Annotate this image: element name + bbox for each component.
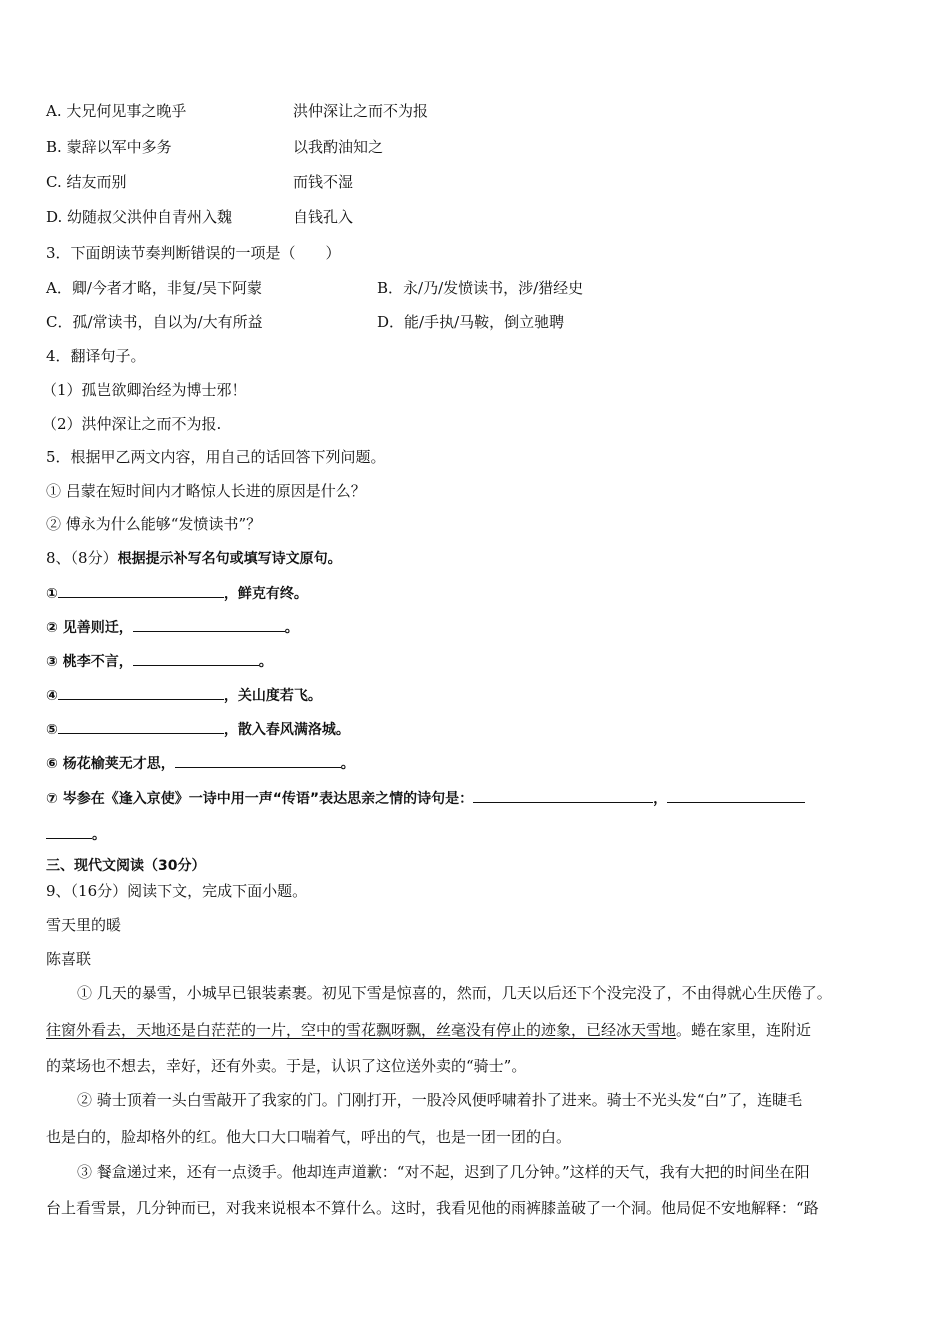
q5-sub-2: ② 傅永为什么能够“发愤读书”？ — [46, 515, 262, 533]
answer-blank[interactable] — [473, 786, 653, 803]
item-prefix: ⑦ 岑参在《逢入京使》一诗中用一声“传语”表达思亲之情的诗句是： — [46, 791, 474, 807]
q8-item-7-continued — [46, 822, 106, 846]
q2-option-a — [46, 100, 186, 122]
q2-option-a-right: 洪仲深让之而不为报 — [293, 102, 429, 120]
item-prefix: ① — [46, 586, 58, 602]
q5-stem: 5．根据甲乙两文内容，用自己的话回答下列问题。 — [46, 448, 386, 466]
item-suffix: ，关山度若飞。 — [223, 688, 322, 704]
passage-paragraph-2-line-1: ② 骑士顶着一头白雪敲开了我家的门。门刚打开，一股冷风便呼啸着扑了进来。骑士不光头发“白”了，连睫毛 — [77, 1091, 803, 1109]
item-prefix: ⑥ 杨花榆荚无才思， — [46, 756, 175, 772]
q3-stem: 3．下面朗读节奏判断错误的一项是（ ） — [46, 244, 341, 262]
q8-item-1 — [46, 581, 308, 605]
item-suffix: 。 — [258, 654, 273, 670]
q2-option-b — [46, 136, 172, 158]
passage-paragraph-3-line-1: ③ 餐盒递过来，还有一点烫手。他却连声道歉：“对不起，迟到了几分钟。”这样的天气，我有大把的时间坐在阳 — [77, 1163, 810, 1181]
q2-option-b-right: 以我酌油知之 — [293, 138, 384, 156]
q4-sentence-2: （2）洪仲深让之而不为报. — [42, 415, 222, 433]
answer-blank[interactable] — [58, 581, 224, 598]
underlined-sentence: 往窗外看去，天地还是白茫茫的一片，空中的雪花飘呀飘，丝毫没有停止的迹象，已经冰天雪地 — [46, 1021, 677, 1039]
option-left-text: 幼随叔父洪仲自青州入魏 — [67, 208, 233, 226]
item-suffix: 。 — [92, 827, 106, 843]
q5-sub-1: ① 吕蒙在短时间内才略惊人长进的原因是什么？ — [46, 482, 366, 500]
q8-item-7 — [46, 786, 805, 810]
q8-item-6 — [46, 751, 355, 775]
passage-paragraph-1-line-1: ① 几天的暴雪，小城早已银装素裹。初见下雪是惊喜的，然而，几天以后还下个没完没了，不由得就心生厌倦了。 — [77, 984, 832, 1002]
item-suffix: ，鲜克有终。 — [223, 586, 308, 602]
item-prefix: ③ 桃李不言， — [46, 654, 133, 670]
q2-option-d — [46, 206, 232, 228]
q3-option-c: C．孤/常读书，自以为/大有所益 — [46, 313, 263, 331]
q9-stem: 9、（16分）阅读下文，完成下面小题。 — [46, 882, 308, 900]
item-separator: ， — [653, 791, 668, 807]
item-suffix: 。 — [284, 620, 299, 636]
q8-item-5 — [46, 717, 350, 741]
q8-item-4 — [46, 683, 322, 707]
option-letter: C. — [46, 173, 62, 191]
item-prefix: ⑤ — [46, 722, 58, 738]
line-rest: 。蜷在家里，连附近 — [676, 1021, 812, 1039]
option-letter: D. — [46, 208, 63, 226]
q3-option-a: A．卿/今者才略，非复/吴下阿蒙 — [46, 279, 262, 297]
answer-blank[interactable] — [175, 751, 341, 768]
item-suffix: ，散入春风满洛城。 — [223, 722, 350, 738]
answer-blank[interactable] — [58, 683, 224, 700]
option-left-text: 蒙辞以军中多务 — [66, 138, 172, 156]
passage-paragraph-3-line-2: 台上看雪景，几分钟而已，对我来说根本不算什么。这时，我看见他的雨裤膝盖破了一个洞。他局促不安地解释：“路 — [46, 1199, 819, 1217]
q8-number: 8、（8分） — [46, 549, 118, 567]
option-left-text: 结友而别 — [66, 173, 127, 191]
passage-author: 陈喜联 — [46, 950, 92, 968]
q8-stem: 根据提示补写名句或填写诗文原句。 — [117, 551, 342, 567]
passage-title: 雪天里的暖 — [46, 916, 122, 934]
q2-option-d-right: 自钱孔入 — [293, 208, 354, 226]
item-prefix: ④ — [46, 688, 58, 704]
q8-item-2 — [46, 615, 299, 639]
item-prefix: ② 见善则迁， — [46, 620, 133, 636]
answer-blank[interactable] — [58, 717, 224, 734]
answer-blank[interactable] — [46, 822, 92, 839]
q8-header — [46, 547, 342, 570]
q4-sentence-1: （1）孤岂欲卿治经为博士邪！ — [42, 381, 247, 399]
passage-paragraph-1-line-3: 的菜场也不想去，幸好，还有外卖。于是，认识了这位送外卖的“骑士”。 — [46, 1057, 527, 1075]
passage-paragraph-2-line-2: 也是白的，脸却格外的红。他大口大口喘着气，呼出的气，也是一团一团的白。 — [46, 1128, 572, 1146]
option-letter: B. — [46, 138, 62, 156]
answer-blank[interactable] — [667, 786, 805, 803]
q8-item-3 — [46, 649, 273, 673]
section-heading: 三、现代文阅读（30分） — [46, 858, 206, 874]
passage-paragraph-1-line-2 — [46, 1019, 811, 1041]
q2-option-c — [46, 171, 127, 193]
q3-option-d: D．能/手执/马鞍，倒立驰聘 — [377, 313, 565, 331]
q2-option-c-right: 而钱不湿 — [293, 173, 354, 191]
item-suffix: 。 — [340, 756, 355, 772]
answer-blank[interactable] — [133, 649, 259, 666]
option-left-text: 大兄何见事之晚乎 — [66, 102, 187, 120]
q3-option-b: B．永/乃/发愤读书，涉/猎经史 — [377, 279, 584, 297]
q4-stem: 4．翻译句子。 — [46, 347, 146, 365]
option-letter: A. — [46, 102, 62, 120]
answer-blank[interactable] — [133, 615, 285, 632]
